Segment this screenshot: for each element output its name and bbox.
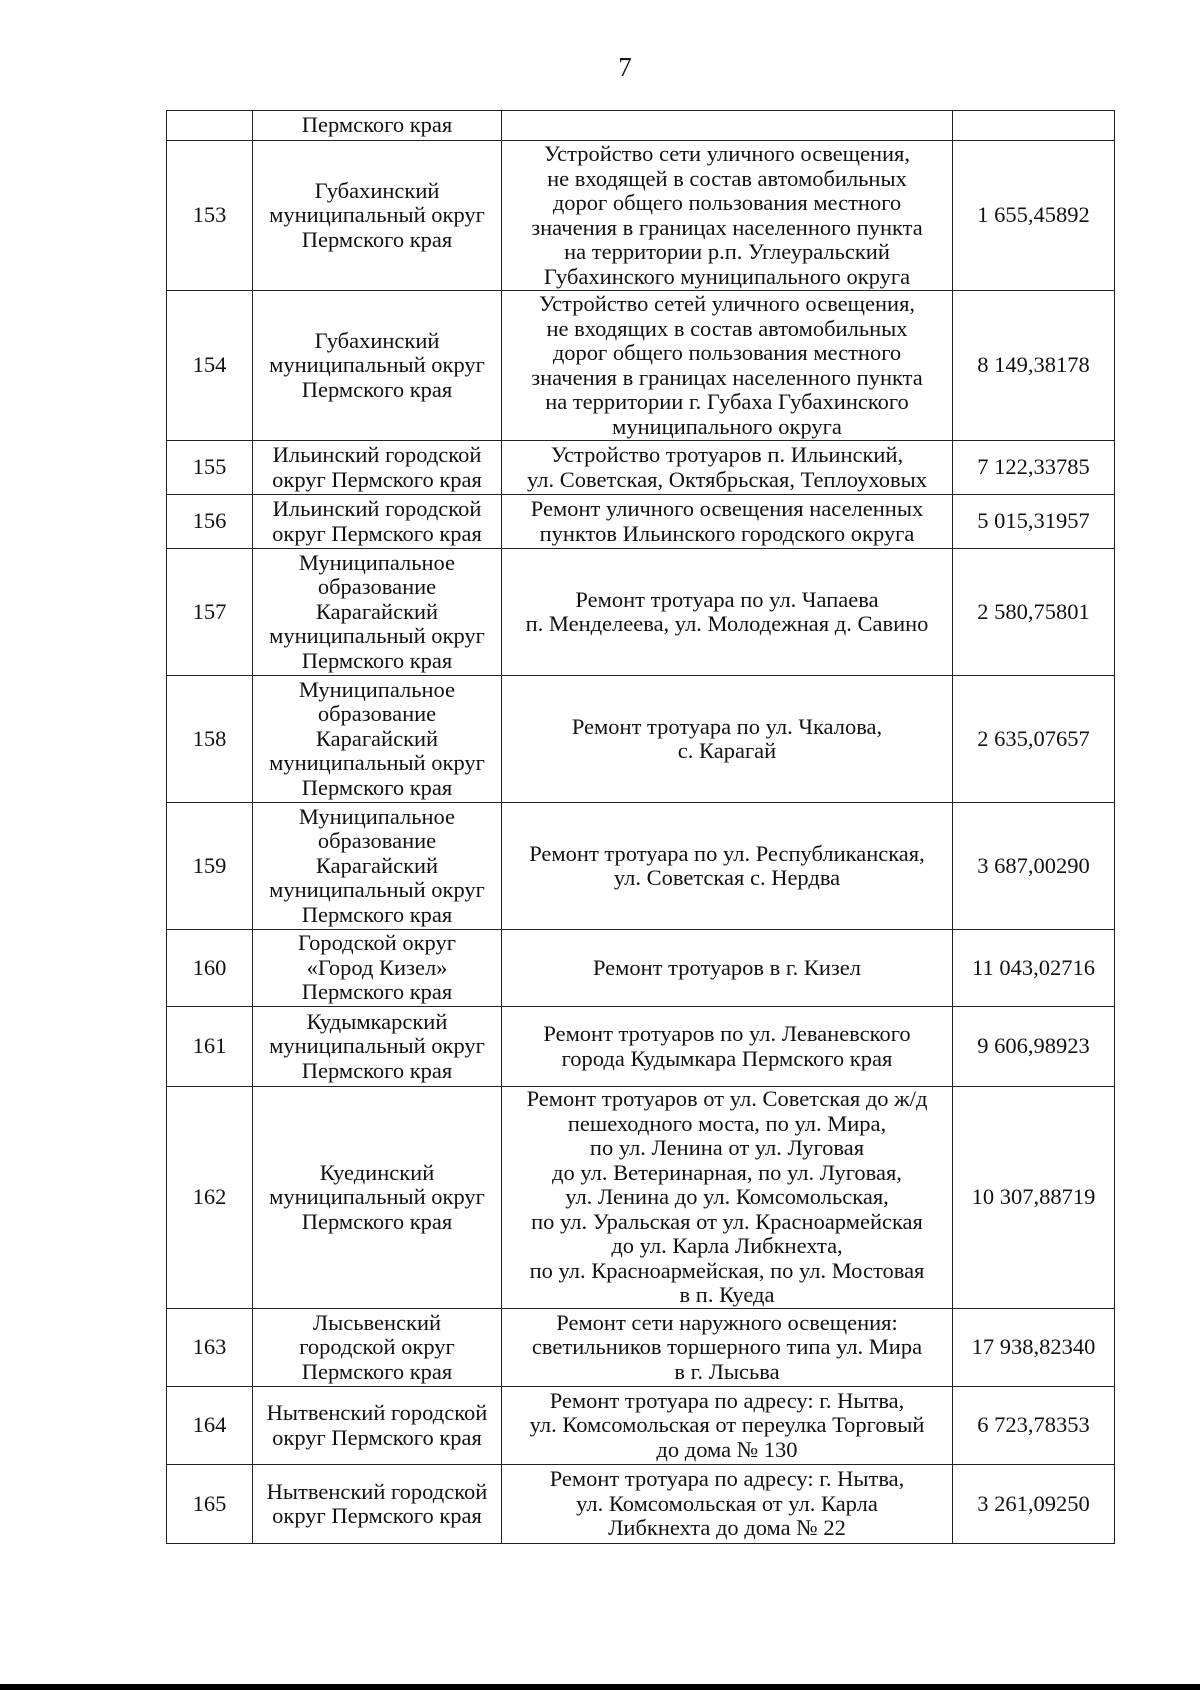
municipality-cell: Ильинский городской округ Пермского края — [253, 441, 502, 495]
row-number: 153 — [167, 141, 253, 291]
table-row — [167, 495, 1115, 549]
table-row — [167, 141, 1115, 291]
page-number: 7 — [618, 52, 632, 82]
description-cell — [502, 111, 953, 141]
description-cell: Ремонт тротуара по ул. Республиканская, ул. Советская с. Нердва — [502, 803, 953, 930]
description-cell: Ремонт тротуаров от ул. Советская до ж/д пешеходного моста, по ул. Мира, по ул. Ленина от ул. Луговая до ул. Ветеринарная, по ул. Луговая, ул. Ленина до ул. Комсомольская, по ул. Уральская от ул. Красноармейская до ул. Карла Либкнехта, по ул. Красноармейская, по ул. Мостовая в п. Куеда — [502, 1087, 953, 1309]
description-cell: Ремонт тротуара по адресу: г. Нытва, ул. Комсомольская от ул. Карла Либкнехта до дома № 22 — [502, 1465, 953, 1544]
funding-table — [166, 110, 1115, 1544]
table-row — [167, 1087, 1115, 1309]
table-row — [167, 1309, 1115, 1387]
row-number: 157 — [167, 549, 253, 676]
table-row — [167, 441, 1115, 495]
table-row — [167, 1465, 1115, 1544]
municipality-cell: Лысьвенский городской округ Пермского края — [253, 1309, 502, 1387]
row-number: 154 — [167, 291, 253, 441]
table-row — [167, 549, 1115, 676]
row-number: 158 — [167, 676, 253, 803]
amount-cell: 1 655,45892 — [953, 141, 1115, 291]
municipality-cell: Губахинский муниципальный округ Пермского края — [253, 141, 502, 291]
amount-cell: 5 015,31957 — [953, 495, 1115, 549]
description-cell: Ремонт тротуаров по ул. Леваневского города Кудымкара Пермского края — [502, 1007, 953, 1087]
municipality-cell: Пермского края — [253, 111, 502, 141]
row-number: 159 — [167, 803, 253, 930]
row-number: 160 — [167, 930, 253, 1007]
row-number: 155 — [167, 441, 253, 495]
description-cell: Ремонт тротуара по адресу: г. Нытва, ул. Комсомольская от переулка Торговый до дома № 130 — [502, 1387, 953, 1465]
row-number: 164 — [167, 1387, 253, 1465]
table-row — [167, 930, 1115, 1007]
municipality-cell: Муниципальное образование Карагайский муниципальный округ Пермского края — [253, 549, 502, 676]
amount-cell: 6 723,78353 — [953, 1387, 1115, 1465]
amount-cell: 9 606,98923 — [953, 1007, 1115, 1087]
description-cell: Ремонт уличного освещения населенных пунктов Ильинского городского округа — [502, 495, 953, 549]
description-cell: Устройство сети уличного освещения, не входящей в состав автомобильных дорог общего пользования местного значения в границах населенного пункта на территории р.п. Углеуральский Губахинского муниципального округа — [502, 141, 953, 291]
amount-cell: 7 122,33785 — [953, 441, 1115, 495]
municipality-cell: Нытвенский городской округ Пермского края — [253, 1465, 502, 1544]
municipality-cell: Нытвенский городской округ Пермского края — [253, 1387, 502, 1465]
scan-bottom-edge — [0, 1684, 1200, 1690]
row-number: 163 — [167, 1309, 253, 1387]
amount-cell: 10 307,88719 — [953, 1087, 1115, 1309]
municipality-cell: Губахинский муниципальный округ Пермского края — [253, 291, 502, 441]
amount-cell: 3 261,09250 — [953, 1465, 1115, 1544]
municipality-cell: Ильинский городской округ Пермского края — [253, 495, 502, 549]
description-cell: Устройство сетей уличного освещения, не входящих в состав автомобильных дорог общего пользования местного значения в границах населенного пункта на территории г. Губаха Губахинского муниципального округа — [502, 291, 953, 441]
table-row — [167, 676, 1115, 803]
table-row — [167, 803, 1115, 930]
row-number: 161 — [167, 1007, 253, 1087]
amount-cell: 8 149,38178 — [953, 291, 1115, 441]
row-number: 165 — [167, 1465, 253, 1544]
row-number — [167, 111, 253, 141]
amount-cell: 17 938,82340 — [953, 1309, 1115, 1387]
municipality-cell: Куединский муниципальный округ Пермского края — [253, 1087, 502, 1309]
amount-cell — [953, 111, 1115, 141]
table-row-continuation — [167, 111, 1115, 141]
table-row — [167, 291, 1115, 441]
description-cell: Ремонт тротуаров в г. Кизел — [502, 930, 953, 1007]
row-number: 156 — [167, 495, 253, 549]
description-cell: Устройство тротуаров п. Ильинский, ул. Советская, Октябрьская, Теплоуховых — [502, 441, 953, 495]
amount-cell: 11 043,02716 — [953, 930, 1115, 1007]
description-cell: Ремонт тротуара по ул. Чкалова, с. Карагай — [502, 676, 953, 803]
description-cell: Ремонт сети наружного освещения: светильников торшерного типа ул. Мира в г. Лысьва — [502, 1309, 953, 1387]
table-row — [167, 1387, 1115, 1465]
row-number: 162 — [167, 1087, 253, 1309]
table-row — [167, 1007, 1115, 1087]
amount-cell: 2 580,75801 — [953, 549, 1115, 676]
municipality-cell: Муниципальное образование Карагайский муниципальный округ Пермского края — [253, 676, 502, 803]
amount-cell: 2 635,07657 — [953, 676, 1115, 803]
municipality-cell: Муниципальное образование Карагайский муниципальный округ Пермского края — [253, 803, 502, 930]
amount-cell: 3 687,00290 — [953, 803, 1115, 930]
municipality-cell: Кудымкарский муниципальный округ Пермского края — [253, 1007, 502, 1087]
municipality-cell: Городской округ «Город Кизел» Пермского края — [253, 930, 502, 1007]
description-cell: Ремонт тротуара по ул. Чапаева п. Менделеева, ул. Молодежная д. Савино — [502, 549, 953, 676]
